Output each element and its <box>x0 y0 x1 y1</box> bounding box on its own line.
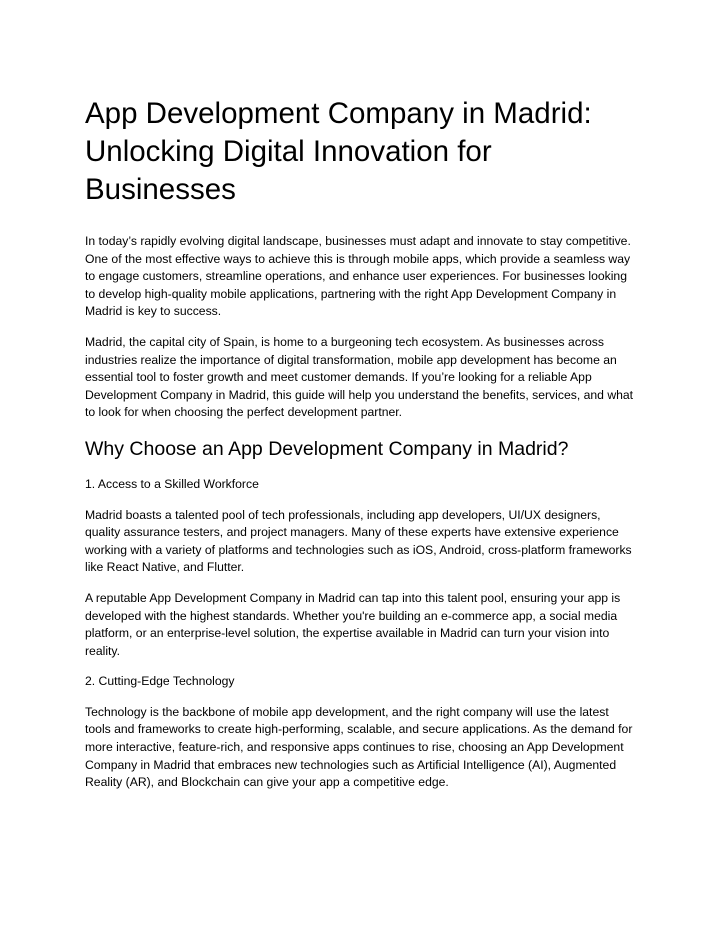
section-heading: Why Choose an App Development Company in Madrid? <box>85 437 569 460</box>
intro-paragraph: In today’s rapidly evolving digital landscape, businesses must adapt and innovate to stay competitive. One of the most effective ways to achieve this is through mobile apps, which provide a seamless way to engage customers, streamline operations, and enhance user experiences. For businesses looking to develop high-quality mobile applications, partnering with the right App Development Company in Madrid is key to success. <box>85 234 631 319</box>
intro-paragraph: Madrid, the capital city of Spain, is home to a burgeoning tech ecosystem. As businesses across industries realize the importance of digital transformation, mobile app development has become an essential tool to foster growth and meet customer demands. If you’re looking for a reliable App Development Company in Madrid, this guide will help you understand the benefits, services, and what to look for when choosing the perfect development partner. <box>85 334 634 420</box>
body-paragraph: Madrid boasts a talented pool of tech professionals, including app developers, UI/UX designers, quality assurance testers, and project managers. Many of these experts have extensive experience working with a variety of platforms and technologies such as iOS, Android, cross-platform frameworks like React Native, and Flutter. <box>85 507 632 575</box>
subsection-heading-cutting-edge-technology: 2. Cutting-Edge Technology <box>85 674 235 689</box>
subsection-heading-skilled-workforce: 1. Access to a Skilled Workforce <box>85 476 259 491</box>
body-paragraph: A reputable App Development Company in Madrid can tap into this talent pool, ensuring your app is developed with the highest standards. Whether you're building an e-commerce app, a social media platform, or an enterprise-level solution, the expertise available in Madrid can turn your vision into reality. <box>85 590 621 658</box>
body-paragraph: Technology is the backbone of mobile app development, and the right company will use the latest tools and frameworks to create high-performing, scalable, and secure applications. As the demand for more interactive, feature-rich, and responsive apps continues to rise, choosing an App Development Company in Madrid that embraces new technologies such as Artificial Intelligence (AI), Augmented Reality (AR), and Blockchain can give your app a competitive edge. <box>85 704 633 790</box>
document-page <box>85 95 637 805</box>
document-title: App Development Company in Madrid: Unlocking Digital Innovation for Businesses <box>85 97 592 206</box>
